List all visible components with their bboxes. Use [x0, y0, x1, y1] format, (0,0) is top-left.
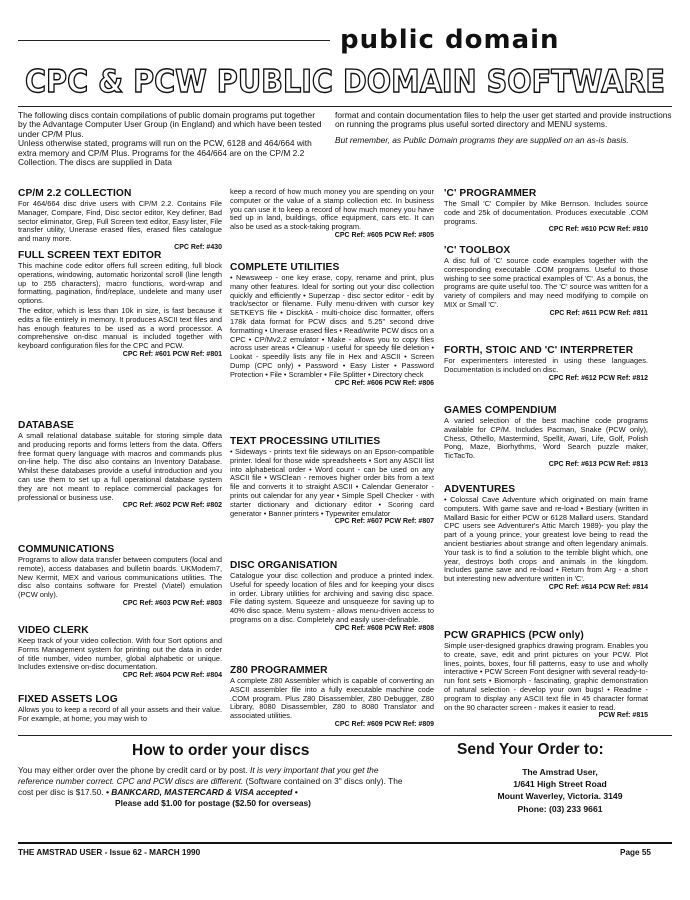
- catalog-item: [230, 262, 434, 388]
- item-ref: CPC Ref: #605 PCW Ref: #805: [334, 231, 434, 239]
- address-line: The Amstrad User,: [522, 767, 598, 777]
- item-ref: CPC Ref: #601 PCW Ref: #801: [122, 350, 222, 358]
- item-description: • Colossal Cave Adventure which originated on main frame computers. With game save and re-load • Bestiary (written in Mallard Basic for either PCW or 6128 Mallard users. Standard CPC users see Adventurer's Attic March 1989)- you play the part of a young prince, your greatest love being to read the ancient bestiaries about strange and often legendary animals. Your task is to find a solution to the terrible blight which, one year, destroys both crops and animals in the kingdom. Includes game save and re-load • Return from Arg - a short but interesting new adventure written in 'C'.: [444, 495, 648, 584]
- order-text: (Software contained on 3" discs only). The cost per disc is $17.50.: [18, 776, 403, 797]
- send-title: Send Your Order to:: [457, 741, 604, 758]
- item-ref: CPC Ref: #609 PCW Ref: #809: [334, 720, 434, 728]
- item-description: A disc full of 'C' source code examples together with the corresponding executable .COM programs. Useful to those wishing to see some practical examples of 'C'. As a bonus, the programs are quite useful too. The 'C' source was written for a variety of compilers and may need modifying to compile on MIX or Small 'C'.: [444, 256, 648, 309]
- item-title: TEXT PROCESSING UTILITIES: [230, 436, 381, 447]
- item-description: For experimenters interested in using these languages. Documentation is included on disc.: [444, 356, 648, 374]
- item-description: For 464/664 disc drive users with CP/M 2.2. Contains File Manager, Compare, Find, Disc sector editor, Key definer, Bad sector eliminator, Grep, Full Screen text editor, Easy lister, File transfer utility, Unerase erased files, erased files catalogue and many more.: [18, 199, 222, 244]
- intro-right: [335, 111, 672, 151]
- banner-title: [18, 60, 672, 102]
- item-title: DATABASE: [18, 420, 74, 431]
- address-line: Mount Waverley, Victoria. 3149: [497, 791, 623, 802]
- order-cards: • BANKCARD, MASTERCARD & VISA accepted •: [105, 787, 298, 797]
- item-description: A varied selection of the best machine code programs available for CP/M. Includes Pacman, Snake (PCW only), Chess, Othello, Mastermind, Spellit, Awari, Life, Golf, Polish Pong, Maze, Biorhythms, Word Search puzzle maker, TicTacTo.: [444, 416, 648, 461]
- section-tag: public domain: [340, 25, 560, 55]
- catalog-item: [444, 405, 648, 470]
- address-line: 1/641 High Street Road: [513, 779, 607, 790]
- item-title: ADVENTURES: [444, 484, 516, 495]
- page-number: Page 55: [620, 848, 651, 857]
- catalog-item-continued: [230, 188, 434, 241]
- banner-title-text: CPC & PCW PUBLIC DOMAIN SOFTWARE: [25, 64, 665, 100]
- catalog-item: [444, 188, 648, 235]
- item-description: Catalogue your disc collection and produce a printed index. Useful for speedy location of files and for keeping your discs in order. Library utilities for archiving and saving disc space. File dating system. Squeeze and unsqueeze for saving up to 40% disc space. Menu system - allows menu-driven access to programs on a disc. Completely and easily user-definable.: [230, 571, 434, 624]
- order-title: How to order your discs: [132, 742, 310, 759]
- item-description: This machine code editor offers full screen editing, full block operations, windowing, automatic horizontal scroll (line length up to 255 characters), macro functions, word-wrap and formatting, pagination, find/replace, undelete and many user options.: [18, 261, 222, 306]
- item-title: COMMUNICATIONS: [18, 544, 115, 555]
- item-description: Programs to allow data transfer between computers (local and remote), access databases and bulletin boards. UKModem7, New Kermit, MEX and various communications utilities. The disc also contains software for Prestel (Viatel) emulation (PCW only).: [18, 555, 222, 600]
- item-ref: CPC Ref: #430: [174, 243, 222, 251]
- intro-left: [18, 111, 324, 167]
- order-instructions: [18, 765, 408, 809]
- catalog-item: [18, 420, 222, 511]
- footer-issue: THE AMSTRAD USER - Issue 62 - MARCH 1990: [18, 848, 201, 857]
- item-description: The Small 'C' Compiler by Mike Bernson. Includes source code and 25k of documentation. Produces executable .COM programs.: [444, 199, 648, 226]
- item-ref: CPC Ref: #603 PCW Ref: #803: [122, 599, 222, 607]
- item-title: PCW GRAPHICS (PCW only): [444, 630, 584, 641]
- item-title: COMPLETE UTILITIES: [230, 262, 340, 273]
- catalog-item: [230, 436, 434, 527]
- item-title: FORTH, STOIC AND 'C' INTERPRETER: [444, 345, 634, 356]
- item-ref: CPC Ref: #612 PCW Ref: #812: [548, 374, 648, 382]
- catalog-item: [18, 694, 222, 724]
- intro-paragraph: format and contain documentation files to help the user get started and provide instructions on running the programs plus useful sorted directory and MENU systems.: [335, 110, 672, 130]
- item-title: DISC ORGANISATION: [230, 560, 338, 571]
- item-description: The editor, which is less than 10k in size, is fast because it edits a file entirely in memory. It produces ASCII text files and has enough features to be used as a word processor. A comprehensive on-disc manual is included together with keyboard configuration files for the CPC and PCW.: [18, 305, 222, 351]
- item-title: 'C' PROGRAMMER: [444, 188, 537, 199]
- intro-note: But remember, as Public Domain programs they are supplied on an as-is basis.: [335, 134, 629, 145]
- item-title: VIDEO CLERK: [18, 625, 89, 636]
- catalog-item: [18, 250, 222, 360]
- item-ref: CPC Ref: #606 PCW Ref: #806: [334, 379, 434, 387]
- item-description: Simple user-designed graphics drawing program. Enables you to create, save, edit and print pictures on your PCW. Plot lines, points, boxes, four fill patterns, easy to use and wholly interactive • PCW Screen Font designer with several ready-to-run font sets • Biomorph - fascinating, graphic demonstration of natural selection - develop your own bugs! • Readme - program to display any ASCII text file in 45 character format on the 90 character screen - makes it easier to read.: [444, 641, 648, 712]
- order-warning: It is very important that you get the reference number correct. CPC and PCW discs are different.: [18, 765, 379, 786]
- catalog-item: [18, 188, 222, 253]
- item-title: 'C' TOOLBOX: [444, 245, 511, 256]
- item-title: FIXED ASSETS LOG: [18, 694, 118, 705]
- item-title: GAMES COMPENDIUM: [444, 405, 557, 416]
- order-rule: [18, 735, 672, 736]
- banner-rule: [18, 106, 672, 107]
- item-ref: CPC Ref: #608 PCW Ref: #808: [334, 624, 434, 632]
- item-title: Z80 PROGRAMMER: [230, 665, 328, 676]
- order-text: You may either order over the phone by credit card or by post.: [18, 765, 248, 775]
- catalog-item: [444, 630, 648, 721]
- item-description: Allows you to keep a record of all your assets and their value. For example, at home, you may wish to: [18, 705, 222, 723]
- intro-paragraph: The following discs contain compilations of public domain programs put together by the Advantage Computer User Group (in England) and which have been tested under CP/M Plus.: [18, 110, 322, 139]
- item-ref: CPC Ref: #602 PCW Ref: #802: [122, 502, 222, 510]
- item-description: Keep track of your video collection. With four Sort options and Forms Management system for printing out the data in order of title number, video number, global alphabetic or unique. Includes extensive on-disc documentation.: [18, 636, 222, 672]
- item-description: • Newsweep - one key erase, copy, rename and print, plus many other features. Ideal for sorting out your disc collection quickly and efficiently • Superzap - disc sector editor - edit by track/sector or filename. Fully menu-driven with cursor key SETKEYS file • DisckitA - multi-choice disc formatter, offers 178k data format for PCW discs and 5.25" second drive formatting • Unerase erased files • Read/write PCW discs on a CPC • CP/Mv2.2 emulator • Make - allows you to copy files across user areas • Cleanup - useful for speedy file deletion • Lookat - speedily lists any file in Hex and ASCII • Screen Dump (CPC only) • Password • Easy Lister • Password Protection • File • Scrambler • File Splitter • Directory check: [230, 273, 434, 379]
- item-description: A complete Z80 Assembler which is capable of converting an ASCII assembler file into a fully executable machine code .COM program. Plus Z80 Disassembler, Z80 Debugger, Z80 Library, 8080 Disassembler, Z80 to 8080 Translator and associated utilities.: [230, 676, 434, 721]
- catalog-item: [230, 560, 434, 634]
- item-ref: CPC Ref: #607 PCW Ref: #807: [334, 518, 434, 526]
- send-address: [470, 766, 650, 815]
- order-postage: Please add $1.00 for postage ($2.50 for overseas): [115, 798, 311, 808]
- catalog-item: [18, 544, 222, 609]
- item-description: keep a record of how much money you are spending on your computer or the value of a stamp collection etc. In business you can use it to keep a record of how much money you have tied up in land, buildings, office equipment, cars etc. It can also be used as a stock-taking program.: [230, 187, 434, 232]
- item-ref: CPC Ref: #614 PCW Ref: #814: [548, 583, 648, 591]
- item-description: • Sideways - prints text file sideways on an Epson-compatible printer. Ideal for those wide spreadsheets • Sort any ASCII list into alphabetical order • Word count - can be used on any ASCII file • WSClean - removes higher order bits from a text file and converts it to straight ASCII • Calendar Generator - prints out calendar for any year • Simple Spell Checker - with starter dictionary and dictionary editor • Scoring card generator • Banner printers • Typewriter emulator: [230, 447, 434, 518]
- catalog-item: [444, 345, 648, 383]
- address-phone: Phone: (03) 233 9661: [517, 803, 603, 814]
- item-description: A small relational database suitable for storing simple data and producing reports and forms letters from the data. Offers free format query language with macros and commands plus on-line help. The disc also contains an Inventory Database. Whilst these databases provide a useful introduction and you can use them to set up a full operational database system they are not meant to replace commercial packages for professional or business use.: [18, 431, 222, 502]
- item-ref: PCW Ref: #815: [598, 712, 648, 720]
- item-title: CP/M 2.2 COLLECTION: [18, 188, 132, 199]
- catalog-item: [230, 665, 434, 730]
- header-rule: [18, 40, 330, 41]
- catalog-item: [18, 625, 222, 681]
- catalog-item: [444, 484, 648, 593]
- catalog-item: [444, 245, 648, 319]
- item-title: FULL SCREEN TEXT EDITOR: [18, 250, 162, 261]
- item-ref: CPC Ref: #613 PCW Ref: #813: [548, 460, 648, 468]
- item-ref: CPC Ref: #610 PCW Ref: #810: [548, 226, 648, 234]
- item-ref: CPC Ref: #611 PCW Ref: #811: [549, 309, 648, 317]
- item-ref: CPC Ref: #604 PCW Ref: #804: [122, 672, 222, 680]
- intro-paragraph: Unless otherwise stated, programs will run on the PCW, 6128 and 464/664 with extra memory and CP/M Plus. Programs for the 464/664 are on the CP/M 2.2 Collection. The discs are supplied in Data: [18, 138, 312, 168]
- footer-rule: [18, 842, 672, 844]
